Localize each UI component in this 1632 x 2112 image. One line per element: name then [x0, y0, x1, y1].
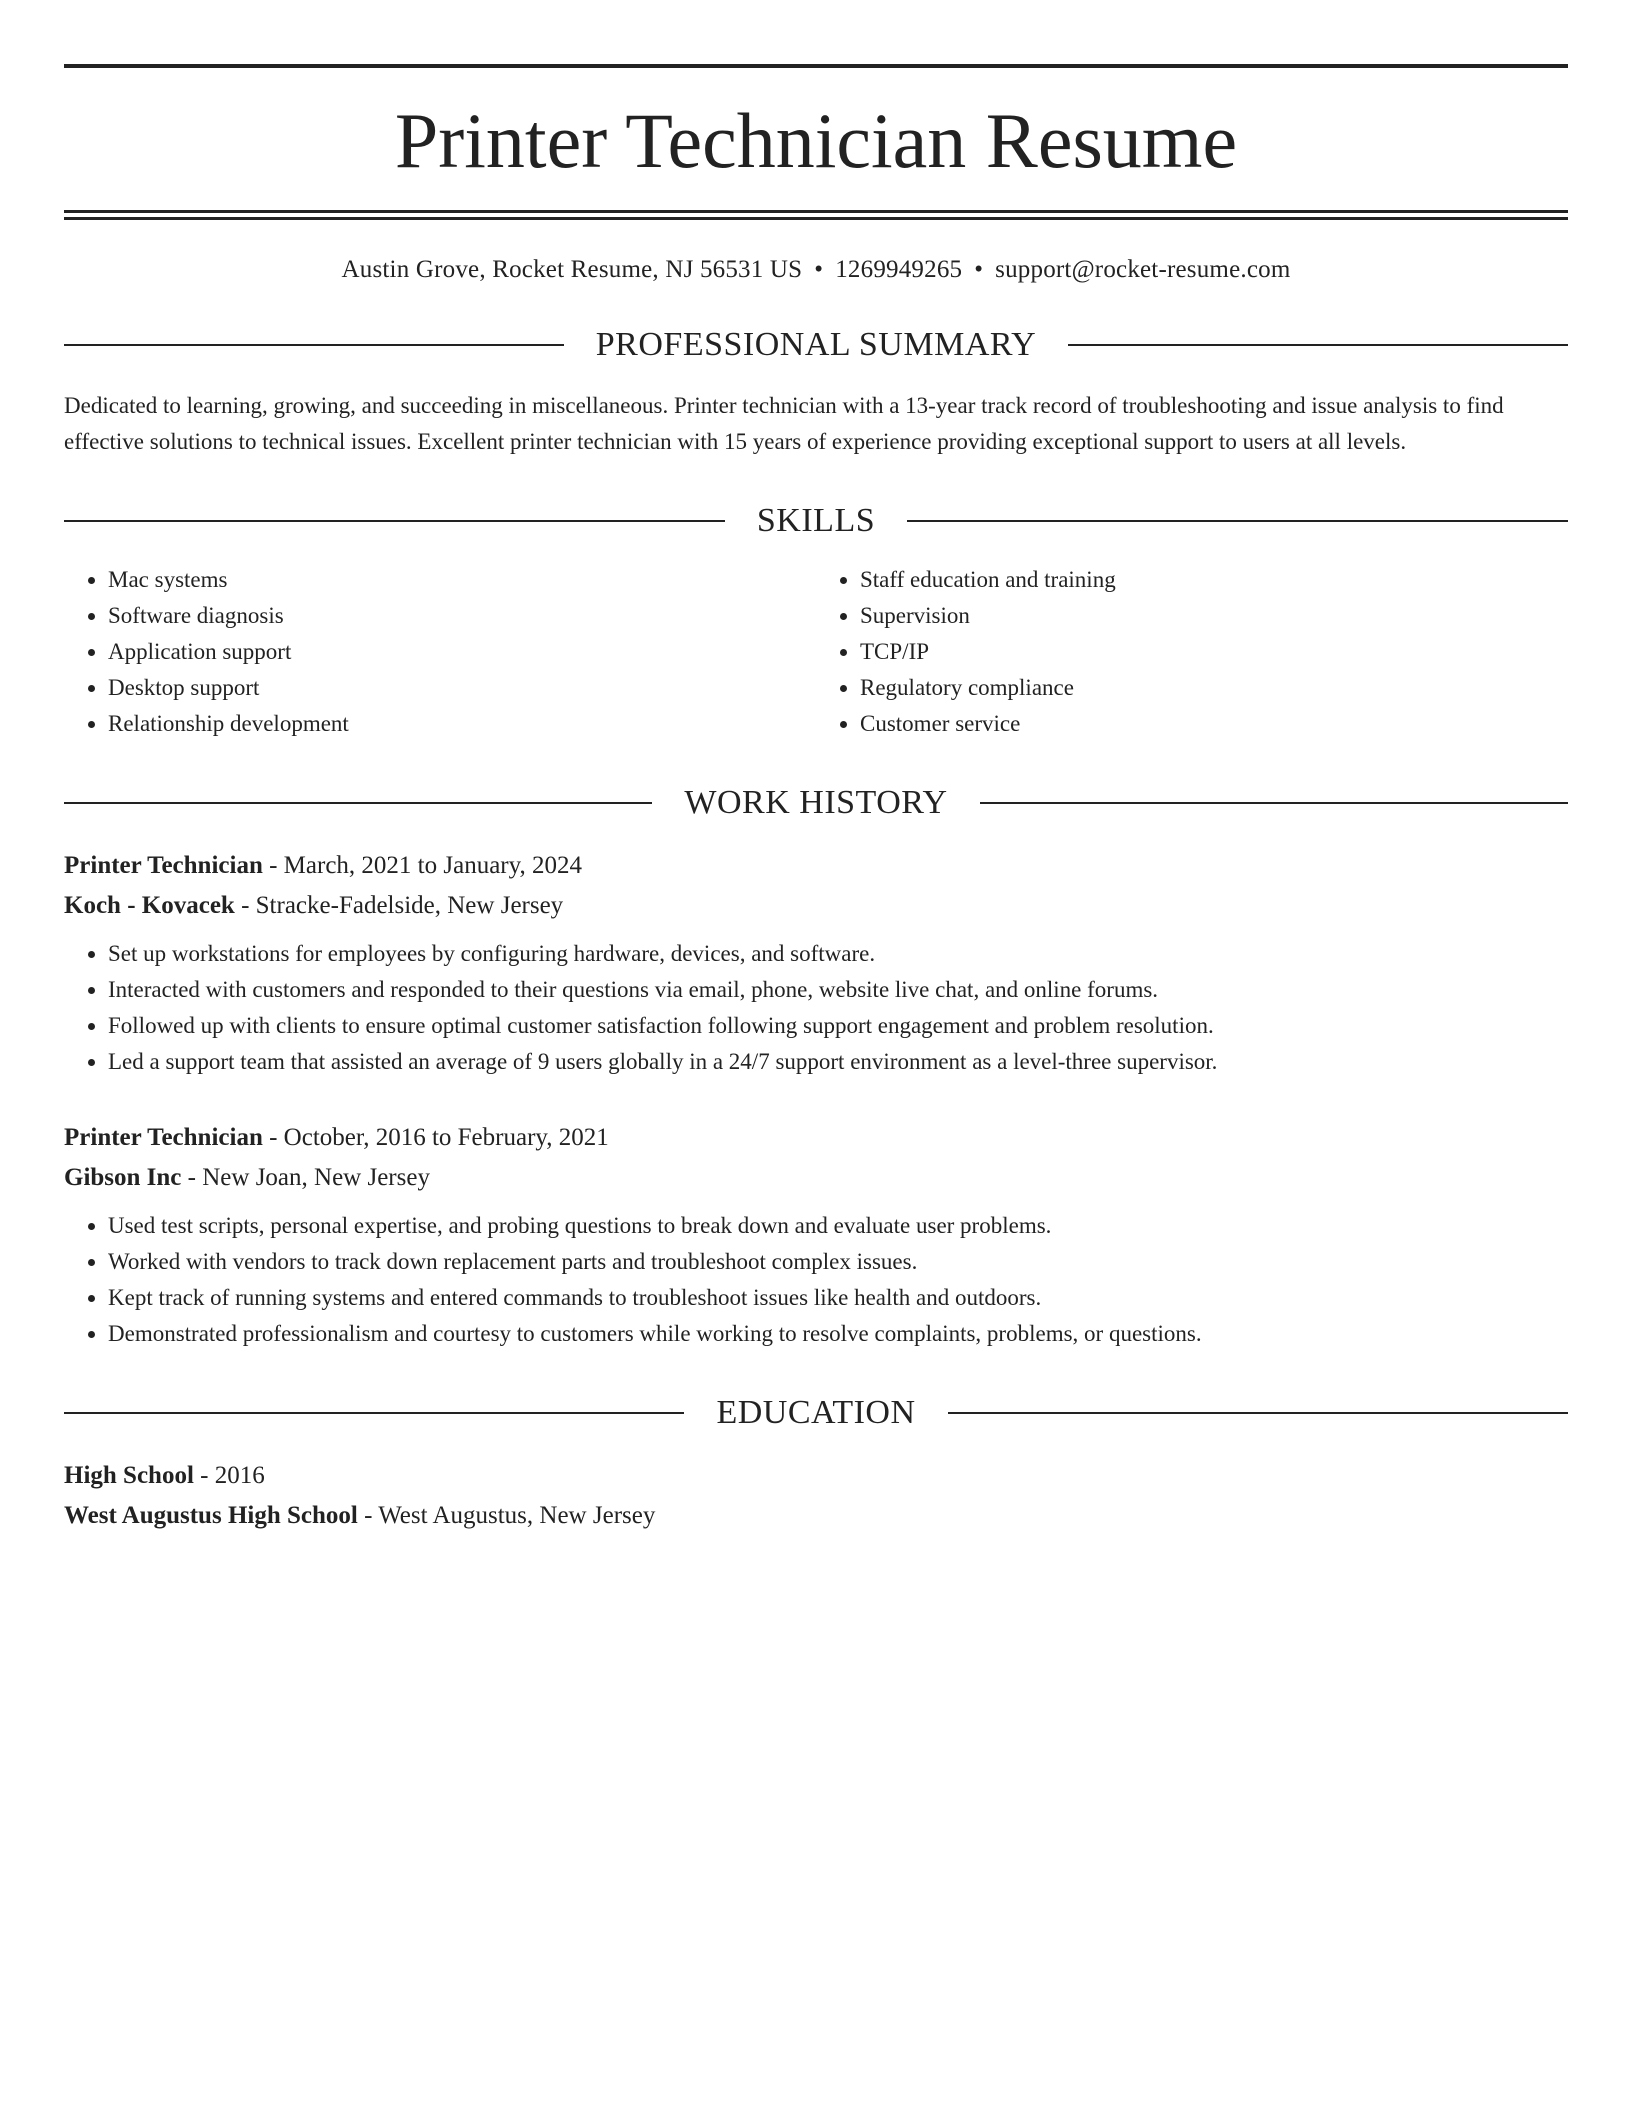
section-title: EDUCATION	[716, 1394, 916, 1431]
section-heading-education	[64, 1396, 1568, 1430]
heading-rule	[907, 520, 1568, 522]
skills-columns	[64, 562, 1568, 742]
contact-separator: •	[974, 256, 984, 283]
heading-rule	[64, 344, 564, 346]
section-heading-summary	[64, 328, 1568, 362]
skill-item: • Software diagnosis	[108, 598, 816, 634]
job-bullets	[64, 936, 1568, 1080]
job-bullets	[64, 1208, 1568, 1352]
skill-item: • Staff education and training	[860, 562, 1568, 598]
heading-rule	[64, 1412, 684, 1414]
skill-item: • Application support	[108, 634, 816, 670]
section-heading-skills	[64, 504, 1568, 538]
section-title: PROFESSIONAL SUMMARY	[595, 326, 1037, 363]
job-company-line	[64, 1158, 1568, 1198]
heading-rule	[64, 802, 652, 804]
job-entry	[64, 1118, 1568, 1352]
skill-item: • Regulatory compliance	[860, 670, 1568, 706]
heading-rule	[64, 520, 725, 522]
education-degree: High School	[64, 1462, 194, 1489]
education-school-line	[64, 1496, 1568, 1536]
job-company: Koch - Kovacek	[64, 892, 235, 919]
job-title-line	[64, 846, 1568, 886]
skills-list-right	[816, 562, 1568, 742]
job-bullet: • Followed up with clients to ensure optimal customer satisfaction following support engagement and problem resolution.	[108, 1008, 1568, 1044]
education-year: - 2016	[193, 1462, 265, 1489]
skill-item: • TCP/IP	[860, 634, 1568, 670]
heading-rule	[1068, 344, 1568, 346]
education-degree-line	[64, 1456, 1568, 1496]
skill-item: • Desktop support	[108, 670, 816, 706]
job-title: Printer Technician	[64, 1124, 263, 1151]
job-bullet: • Used test scripts, personal expertise, and probing questions to break down and evaluate user problems.	[108, 1208, 1568, 1244]
job-company: Gibson Inc	[64, 1164, 182, 1191]
job-bullet: • Demonstrated professionalism and courtesy to customers while working to resolve complaints, problems, or questions.	[108, 1316, 1568, 1352]
section-title: WORK HISTORY	[684, 784, 948, 821]
job-dates: - October, 2016 to February, 2021	[262, 1124, 609, 1151]
section-heading-work	[64, 786, 1568, 820]
education-location: - West Augustus, New Jersey	[357, 1502, 656, 1529]
heading-rule	[980, 802, 1568, 804]
contact-phone: 1269949265	[835, 256, 963, 283]
heading-rule	[948, 1412, 1568, 1414]
job-bullet: • Set up workstations for employees by configuring hardware, devices, and software.	[108, 936, 1568, 972]
title-double-rule	[64, 210, 1568, 220]
contact-email: support@rocket-resume.com	[995, 256, 1291, 283]
skill-item: • Relationship development	[108, 706, 816, 742]
job-location: - New Joan, New Jersey	[181, 1164, 430, 1191]
job-bullet: • Worked with vendors to track down replacement parts and troubleshoot complex issues.	[108, 1244, 1568, 1280]
skill-item: • Mac systems	[108, 562, 816, 598]
job-entry	[64, 846, 1568, 1080]
contact-address: Austin Grove, Rocket Resume, NJ 56531 US	[341, 256, 803, 283]
job-title-line	[64, 1118, 1568, 1158]
job-bullet: • Interacted with customers and responded to their questions via email, phone, website live chat, and online forums.	[108, 972, 1568, 1008]
job-dates: - March, 2021 to January, 2024	[262, 852, 582, 879]
job-location: - Stracke-Fadelside, New Jersey	[234, 892, 564, 919]
education-entry	[64, 1456, 1568, 1536]
top-rule	[64, 64, 1568, 68]
page-title: Printer Technician Resume	[394, 97, 1238, 184]
job-title: Printer Technician	[64, 852, 263, 879]
job-company-line	[64, 886, 1568, 926]
job-bullet: • Kept track of running systems and entered commands to troubleshoot issues like health and outdoors.	[108, 1280, 1568, 1316]
job-bullet: • Led a support team that assisted an average of 9 users globally in a 24/7 support environment as a level-three supervisor.	[108, 1044, 1568, 1080]
contact-separator: •	[814, 256, 824, 283]
skill-item: • Customer service	[860, 706, 1568, 742]
skill-item: • Supervision	[860, 598, 1568, 634]
summary-text: Dedicated to learning, growing, and succeeding in miscellaneous. Printer technician with a 13-year track record of troubleshooting and issue analysis to find effective solutions to technical issues. Excellent printer technician with 15 years of experience providing exceptional support to users at all levels.	[64, 393, 1504, 454]
skills-list-left	[64, 562, 816, 742]
contact-line	[64, 256, 1568, 284]
section-title: SKILLS	[756, 502, 876, 539]
education-school: West Augustus High School	[64, 1502, 358, 1529]
